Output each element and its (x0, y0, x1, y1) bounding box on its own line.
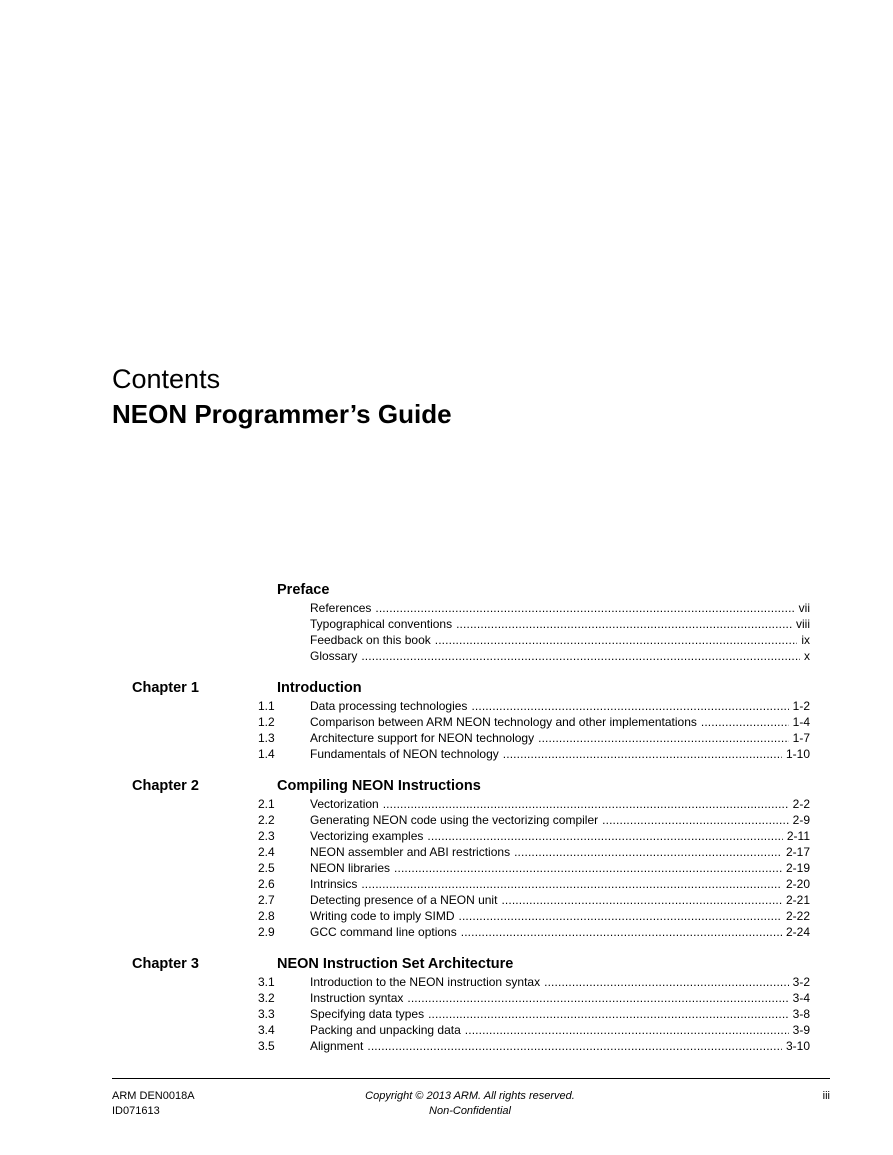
toc-entry-title: Feedback on this book (310, 633, 431, 647)
toc-entry[interactable] (0, 1038, 893, 1054)
toc-entry-number: 1.2 (258, 715, 275, 729)
toc-entry-title: Alignment (310, 1039, 364, 1053)
toc-entry-page: vii (798, 601, 810, 615)
toc-entry-page: 2-20 (785, 877, 810, 891)
toc-entry-page: 2-19 (785, 861, 810, 875)
toc-entry-title: Typographical conventions (310, 617, 453, 631)
toc-entry-page: 3-9 (792, 1023, 810, 1037)
section-title-preface: Preface (277, 582, 330, 598)
toc-entry-title: Glossary (310, 649, 358, 663)
toc-entry-page: 2-2 (792, 797, 810, 811)
toc-entry[interactable] (0, 698, 893, 714)
toc-entry-page: 2-17 (785, 845, 810, 859)
toc-entry-title: Fundamentals of NEON technology (310, 747, 499, 761)
toc-entry-page: 2-22 (785, 909, 810, 923)
toc-entry-title: Generating NEON code using the vectorizing compiler (310, 813, 599, 827)
dot-leader (501, 892, 782, 908)
dot-leader (503, 746, 782, 762)
toc-entry-page: 1-4 (792, 715, 810, 729)
toc-entry[interactable] (0, 796, 893, 812)
chapter-title[interactable]: NEON Instruction Set Architecture (277, 956, 514, 972)
toc-entry-page: x (804, 649, 810, 663)
toc-entry-title: Instruction syntax (310, 991, 404, 1005)
toc-entry-page: 1-10 (785, 747, 810, 761)
dot-leader (459, 908, 782, 924)
dot-leader (435, 632, 798, 648)
dot-leader (367, 1038, 782, 1054)
footer-page-number: iii (822, 1090, 830, 1102)
toc-entry-title: Comparison between ARM NEON technology and other implementations (310, 715, 697, 729)
dot-leader (602, 812, 789, 828)
toc-entry-title: Specifying data types (310, 1007, 425, 1021)
chapter-title[interactable]: Introduction (277, 680, 362, 696)
toc-entry[interactable] (0, 908, 893, 924)
toc-entry-number: 2.7 (258, 893, 275, 907)
toc-entry-title: Detecting presence of a NEON unit (310, 893, 498, 907)
footer-confidentiality: Non-Confidential (429, 1105, 511, 1117)
toc-entry-title: NEON libraries (310, 861, 391, 875)
dot-leader (456, 616, 792, 632)
toc-entry-number: 1.3 (258, 731, 275, 745)
dot-leader (361, 648, 800, 664)
toc-entry-page: 3-10 (785, 1039, 810, 1053)
toc-entry[interactable] (0, 892, 893, 908)
toc-entry[interactable] (0, 648, 893, 664)
toc-entry[interactable] (0, 1022, 893, 1038)
section-header (0, 678, 893, 698)
dot-leader (375, 600, 794, 616)
toc-section-chapter-1 (0, 678, 893, 762)
toc-entry-number: 2.3 (258, 829, 275, 843)
toc-entry-title: Intrinsics (310, 877, 358, 891)
dot-leader (383, 796, 789, 812)
dot-leader (407, 990, 788, 1006)
toc-entry-number: 2.4 (258, 845, 275, 859)
toc-entry-number: 1.1 (258, 699, 275, 713)
footer-doc-id: ARM DEN0018A (112, 1090, 195, 1102)
toc-entry[interactable] (0, 730, 893, 746)
dot-leader (544, 974, 789, 990)
toc-entry-number: 1.4 (258, 747, 275, 761)
toc-entry[interactable] (0, 714, 893, 730)
toc-entry-title: NEON assembler and ABI restrictions (310, 845, 511, 859)
toc-entry[interactable] (0, 828, 893, 844)
toc-entry-number: 3.3 (258, 1007, 275, 1021)
section-header (0, 580, 893, 600)
chapter-label: Chapter 2 (132, 778, 199, 794)
book-title: NEON Programmer’s Guide (112, 399, 452, 429)
footer-copyright: Copyright © 2013 ARM. All rights reserved. (365, 1090, 575, 1102)
toc-entry[interactable] (0, 746, 893, 762)
toc-entry[interactable] (0, 974, 893, 990)
toc-entry[interactable] (0, 990, 893, 1006)
toc-entry-page: 2-11 (786, 829, 810, 843)
toc-entry-title: Vectorization (310, 797, 379, 811)
toc-entry-title: Vectorizing examples (310, 829, 424, 843)
dot-leader (461, 924, 782, 940)
toc-entry[interactable] (0, 616, 893, 632)
footer-issue-id: ID071613 (112, 1105, 160, 1117)
contents-heading: Contents (112, 364, 221, 394)
toc-entry-page: 3-8 (792, 1007, 810, 1021)
toc-entry-page: 2-24 (785, 925, 810, 939)
toc-entry[interactable] (0, 632, 893, 648)
dot-leader (471, 698, 788, 714)
toc-entry-number: 3.1 (258, 975, 275, 989)
toc-entry-number: 2.6 (258, 877, 275, 891)
toc-entry-page: 2-9 (792, 813, 810, 827)
section-header (0, 776, 893, 796)
dot-leader (428, 1006, 789, 1022)
dot-leader (361, 876, 782, 892)
toc-entry-title: Data processing technologies (310, 699, 468, 713)
toc-section-chapter-3 (0, 954, 893, 1054)
toc-entry-page: ix (801, 633, 810, 647)
dot-leader (394, 860, 782, 876)
footer-center (300, 1089, 640, 1119)
footer-left (112, 1089, 195, 1119)
chapter-label: Chapter 1 (132, 680, 199, 696)
toc-entry-number: 3.5 (258, 1039, 275, 1053)
dot-leader (514, 844, 782, 860)
toc-entry-page: 3-2 (792, 975, 810, 989)
toc-entry-title: GCC command line options (310, 925, 457, 939)
toc-entry-title: Packing and unpacking data (310, 1023, 461, 1037)
toc-entry-title: Introduction to the NEON instruction syntax (310, 975, 541, 989)
toc-entry-title: Writing code to imply SIMD (310, 909, 455, 923)
toc-entry-number: 2.9 (258, 925, 275, 939)
toc-entry-page: 2-21 (785, 893, 810, 907)
toc-entry-page: 3-4 (792, 991, 810, 1005)
toc-entry[interactable] (0, 860, 893, 876)
toc-entry[interactable] (0, 876, 893, 892)
table-of-contents (0, 580, 893, 1054)
toc-entry-number: 3.2 (258, 991, 275, 1005)
toc-entry[interactable] (0, 1006, 893, 1022)
chapter-title[interactable]: Compiling NEON Instructions (277, 778, 481, 794)
toc-entry-number: 3.4 (258, 1023, 275, 1037)
toc-entry-number: 2.8 (258, 909, 275, 923)
dot-leader (701, 714, 789, 730)
toc-entry-number: 2.5 (258, 861, 275, 875)
toc-entry-page: 1-7 (792, 731, 810, 745)
toc-entry[interactable] (0, 600, 893, 616)
dot-leader (465, 1022, 789, 1038)
chapter-label: Chapter 3 (132, 956, 199, 972)
toc-entry-page: 1-2 (792, 699, 810, 713)
toc-entry-title: Architecture support for NEON technology (310, 731, 535, 745)
toc-section-preface (0, 580, 893, 664)
dot-leader (538, 730, 789, 746)
toc-entry[interactable] (0, 844, 893, 860)
toc-entry[interactable] (0, 924, 893, 940)
toc-entry-title: References (310, 601, 372, 615)
dot-leader (427, 828, 782, 844)
section-header (0, 954, 893, 974)
toc-entry-number: 2.2 (258, 813, 275, 827)
footer-divider (112, 1078, 830, 1079)
toc-entry-page: viii (796, 617, 810, 631)
toc-entry[interactable] (0, 812, 893, 828)
toc-entry-number: 2.1 (258, 797, 275, 811)
toc-section-chapter-2 (0, 776, 893, 940)
